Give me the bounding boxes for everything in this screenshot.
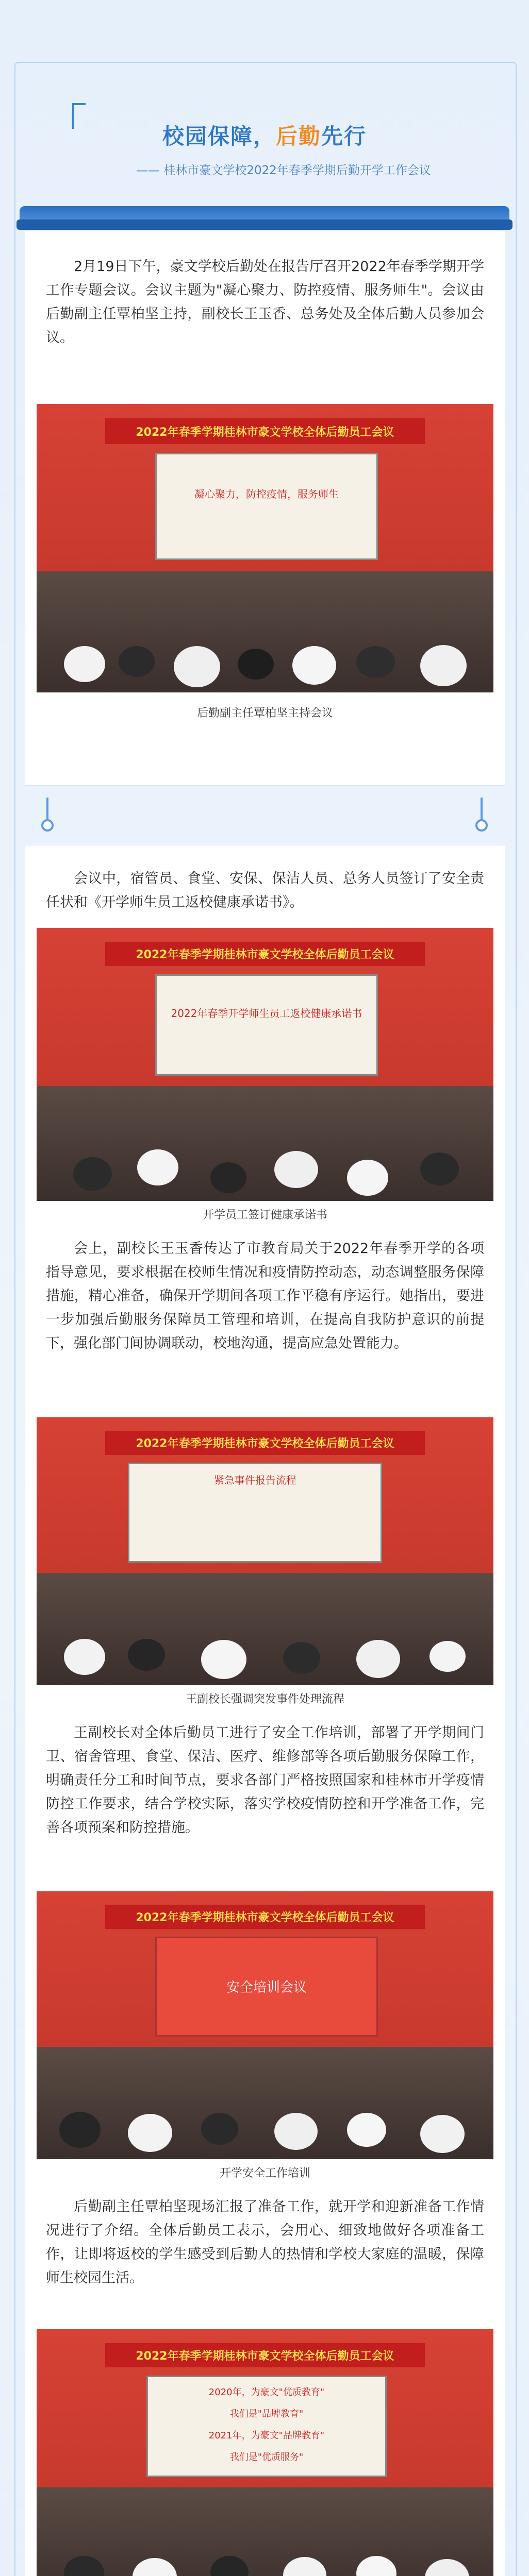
photo-audience xyxy=(37,595,493,692)
photo-safety-training xyxy=(37,1891,493,2159)
photo-projection-screen xyxy=(128,1463,382,1562)
photo-emergency-process xyxy=(37,1417,493,1685)
paragraph-training: 王副校长对全体后勤员工进行了安全工作培训，部署了开学期间门卫、宿舍管理、食堂、保洁、医疗、维修部等各项后勤服务保障工作，明确责任分工和时间节点，要求各部门严格按照国家和桂林市开学疫情防控工作要求，结合学校实际，落实学校疫情防控和开学准备工作，完善各项预案和防控措施。 xyxy=(46,1725,484,1836)
photo-banner: 2022年春季学期桂林市豪文学校全体后勤员工会议 xyxy=(105,418,425,444)
title-part2: 先行 xyxy=(321,124,367,149)
photo-screen-text: 紧急事件报告流程 xyxy=(213,1474,296,1487)
photo-screen-line-2: 我们是"品牌教育" xyxy=(229,2409,304,2420)
photo-screen-line-4: 我们是"优质服务" xyxy=(229,2452,304,2463)
article-title xyxy=(103,120,426,150)
binder-ring-stem-right xyxy=(481,798,483,821)
photo-vice-principal-speech xyxy=(37,2329,493,2576)
photo-screen-line-3: 2021年，为豪文"品牌教育" xyxy=(208,2430,325,2442)
paragraph-intro: 2月19日下午，豪文学校后勤处在报告厅召开2022年春季学期开学工作专题会议。会议主题为"凝心聚力、防控疫情、服务师生"。会议由后勤副主任覃柏坚主持，副校长王玉香、总务处及全体后勤人员参加会议。 xyxy=(46,259,484,346)
photo-banner: 2022年春季学期桂林市豪文学校全体后勤员工会议 xyxy=(105,1905,425,1929)
photo-screen-line-1: 2020年，为豪文"优质教育" xyxy=(208,2387,325,2398)
photo-caption: 王副校长强调突发事件处理流程 xyxy=(185,1693,344,1706)
section-card-1 xyxy=(25,231,505,786)
photo-banner: 2022年春季学期桂林市豪文学校全体后勤员工会议 xyxy=(105,2343,425,2368)
photo-screen-text: 安全培训会议 xyxy=(226,1980,307,1996)
photo-caption: 开学安全工作培训 xyxy=(219,2167,310,2180)
photo-projection-screen xyxy=(155,453,377,560)
section-card-2 xyxy=(25,845,505,2576)
photo-projection-screen xyxy=(155,974,377,1076)
photo-screen-text: 凝心聚力，防控疫情，服务师生 xyxy=(194,487,339,500)
binder-ring-stem-left xyxy=(46,798,48,821)
title-accent: 后勤 xyxy=(275,124,321,149)
photo-screen-text: 2022年春季开学师生员工返校健康承诺书 xyxy=(171,1007,362,1020)
binder-ring-right xyxy=(475,819,488,832)
paragraph-report: 后勤副主任覃柏坚现场汇报了准备工作，就开学和迎新准备工作情况进行了介绍。全体后勤员工表示，会用心、细致地做好各项准备工作，让即将返校的学生感受到后勤人的热情和学校大家庭的温暖，保障师生校园生活。 xyxy=(46,2199,484,2286)
photo-banner: 2022年春季学期桂林市豪文学校全体后勤员工会议 xyxy=(105,1431,425,1455)
article-subtitle: —— 桂林市豪文学校2022年春季学期后勤开学工作会议 xyxy=(136,164,431,177)
bracket-decoration xyxy=(72,103,86,129)
tab-bar-lip xyxy=(16,219,513,230)
photo-caption: 开学员工签订健康承诺书 xyxy=(202,1209,327,1222)
title-part1: 校园保障， xyxy=(162,124,276,149)
photo-health-pledge xyxy=(37,928,493,1201)
paragraph-vice-principal: 会上，副校长王玉香传达了市教育局关于2022年春季开学的各项指导意见，要求根据在校师生情况和疫情防控动态，动态调整服务保障措施，精心准备，确保开学期间各项工作平稳有序运行。她指出，要进一步加强后勤服务保障员工管理和培训，在提高自我防护意识的前提下，强化部门间协调联动，校地沟通，提高应急处置能力。 xyxy=(46,1241,484,1351)
header-tab-bar xyxy=(20,206,509,227)
paragraph-signing: 会议中，宿管员、食堂、安保、保洁人员、总务人员签订了安全责任状和《开学师生员工返校健康承诺书》。 xyxy=(46,871,484,910)
binder-ring-left xyxy=(41,819,54,832)
article-header xyxy=(0,0,529,227)
photo-caption: 后勤副主任覃柏坚主持会议 xyxy=(196,707,333,720)
photo-meeting-host xyxy=(37,404,493,692)
photo-banner: 2022年春季学期桂林市豪文学校全体后勤员工会议 xyxy=(105,942,425,967)
photo-projection-screen xyxy=(146,2376,387,2477)
photo-projection-screen xyxy=(155,1937,377,2036)
